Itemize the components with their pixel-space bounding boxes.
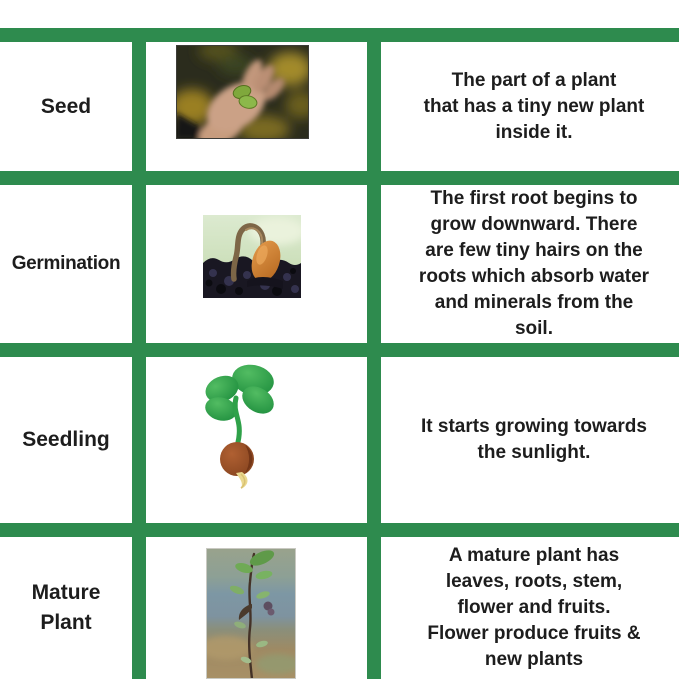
- description-line: soil.: [514, 318, 553, 339]
- stage-label-mature-plant: [0, 537, 132, 679]
- description-line: that has a tiny new plant: [423, 95, 645, 117]
- description-line: and minerals from the: [434, 292, 634, 313]
- description-line: flower and fruits.: [457, 597, 611, 618]
- stage-label-text: Germination: [11, 253, 121, 274]
- grid-hline-top: [0, 28, 679, 42]
- stage-label-text: Plant: [40, 611, 92, 634]
- stage-label-text: Mature: [31, 581, 101, 604]
- stage-description-seed: [381, 42, 679, 183]
- description-line: A mature plant has: [448, 545, 620, 566]
- grid-vline-2: [367, 28, 381, 679]
- description-line: new plants: [484, 649, 584, 670]
- stage-description-germination: [381, 185, 679, 343]
- description-line: the sunlight.: [477, 442, 591, 463]
- description-line: It starts growing towards: [421, 416, 647, 437]
- stage-description-mature-plant: [381, 537, 679, 679]
- hand-holding-seeds-photo: [176, 45, 309, 139]
- description-line: The first root begins to: [430, 188, 638, 209]
- description-line: grow downward. There: [430, 214, 638, 235]
- stage-label-seedling: [0, 357, 132, 523]
- description-line: Flower produce fruits &: [427, 623, 641, 644]
- germinating-seed-in-soil-photo: [203, 215, 301, 298]
- grid-vline-1: [132, 28, 146, 679]
- description-line: are few tiny hairs on the: [425, 240, 643, 261]
- description-line: inside it.: [495, 121, 573, 143]
- stage-label-text: Seed: [40, 94, 92, 118]
- description-line: The part of a plant: [451, 69, 617, 91]
- seedling-sprout-illustration: [201, 362, 276, 490]
- mature-plant-sapling-photo: [206, 548, 296, 679]
- stage-label-seed: [0, 42, 132, 171]
- description-line: roots which absorb water: [418, 266, 650, 287]
- description-line: leaves, roots, stem,: [445, 571, 623, 592]
- stage-label-text: Seedling: [22, 428, 110, 451]
